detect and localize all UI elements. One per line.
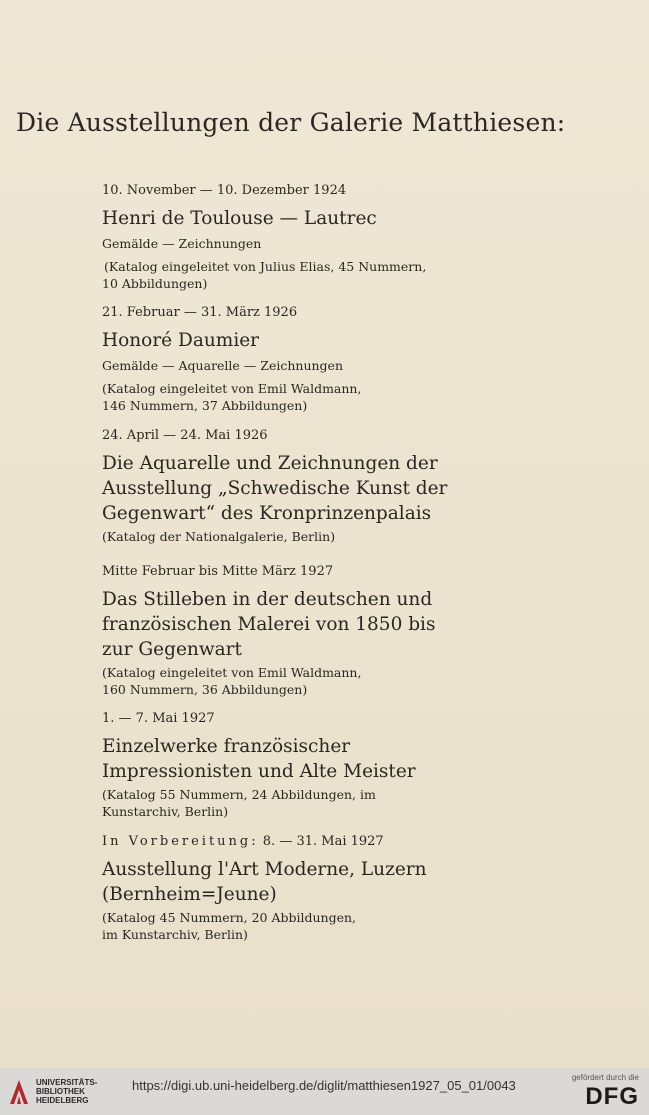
exhibition-heading-line: zur Gegenwart [102,639,242,660]
exhibition-date: 8. — 31. Mai 1927 [262,834,384,849]
catalog-note-line: (Katalog eingeleitet von Emil Waldmann, [102,381,362,396]
catalog-note-line: im Kunstarchiv, Berlin) [102,927,248,942]
exhibition-date: 24. April — 24. Mai 1926 [102,428,268,443]
exhibition-entry [102,833,454,943]
viewer-footer [0,1068,649,1115]
catalog-note-line: (Katalog 45 Nummern, 20 Abbildungen, [102,910,357,925]
permalink-url[interactable]: https://digi.ub.uni-heidelberg.de/diglit/matthiesen1927_05_01/0043 [132,1078,516,1093]
catalog-note-line: (Katalog 55 Nummern, 24 Abbildungen, im [102,787,376,802]
exhibition-date: 10. November — 10. Dezember 1924 [102,183,347,198]
exhibition-entry [102,710,454,820]
exhibition-entry [102,182,454,292]
exhibition-date-line [102,833,454,851]
catalog-note-line: (Katalog eingeleitet von Emil Waldmann, [102,665,362,680]
exhibition-heading-line: Ausstellung „Schwedische Kunst der [102,478,448,499]
exhibition-subtitle: Gemälde — Aquarelle — Zeichnungen [102,358,344,373]
preparation-label: In Vorbereitung: [102,834,259,849]
exhibition-entry [102,563,454,698]
exhibition-heading-line: Einzelwerke französischer [102,736,351,757]
exhibition-entry [102,427,454,545]
exhibition-heading-line: (Bernheim=Jeune) [102,884,277,905]
exhibition-date: 1. — 7. Mai 1927 [102,711,215,726]
funding-note: gefördert durch die [571,1073,639,1082]
catalog-note-line: 146 Nummern, 37 Abbildungen) [102,398,308,413]
catalog-note-line: (Katalog eingeleitet von Julius Elias, 45 Nummern, [104,259,427,274]
catalog-note-line: Kunstarchiv, Berlin) [102,804,229,819]
exhibition-heading-line: Die Aquarelle und Zeichnungen der [102,453,438,474]
university-library-name [36,1078,97,1105]
exhibition-heading-line: Ausstellung l'Art Moderne, Luzern [102,859,427,880]
exhibition-date: Mitte Februar bis Mitte März 1927 [102,564,334,579]
exhibition-heading-line: Impressionisten und Alte Meister [102,761,416,782]
catalog-note-line: (Katalog der Nationalgalerie, Berlin) [102,529,336,544]
logo-line: BIBLIOTHEK [36,1087,85,1096]
exhibition-heading-line: Das Stilleben in der deutschen und [102,589,433,610]
catalog-note-line: 160 Nummern, 36 Abbildungen) [102,682,308,697]
exhibition-subtitle: Gemälde — Zeichnungen [102,236,262,251]
exhibition-heading: Henri de Toulouse — Lautrec [102,208,377,229]
catalog-note-line: 10 Abbildungen) [102,276,208,291]
dfg-logo[interactable]: DFG [585,1083,639,1110]
logo-line: UNIVERSITÄTS- [36,1078,98,1087]
logo-line: HEIDELBERG [36,1096,89,1105]
exhibition-entry [102,304,454,414]
exhibition-heading-line: Gegenwart“ des Kronprinzenpalais [102,503,432,524]
exhibition-heading-line: französischen Malerei von 1850 bis [102,614,436,635]
exhibition-date: 21. Februar — 31. März 1926 [102,305,298,320]
university-library-logo-icon [8,1076,30,1106]
exhibition-heading: Honoré Daumier [102,330,260,351]
page-title: Die Ausstellungen der Galerie Matthiesen: [16,108,566,137]
